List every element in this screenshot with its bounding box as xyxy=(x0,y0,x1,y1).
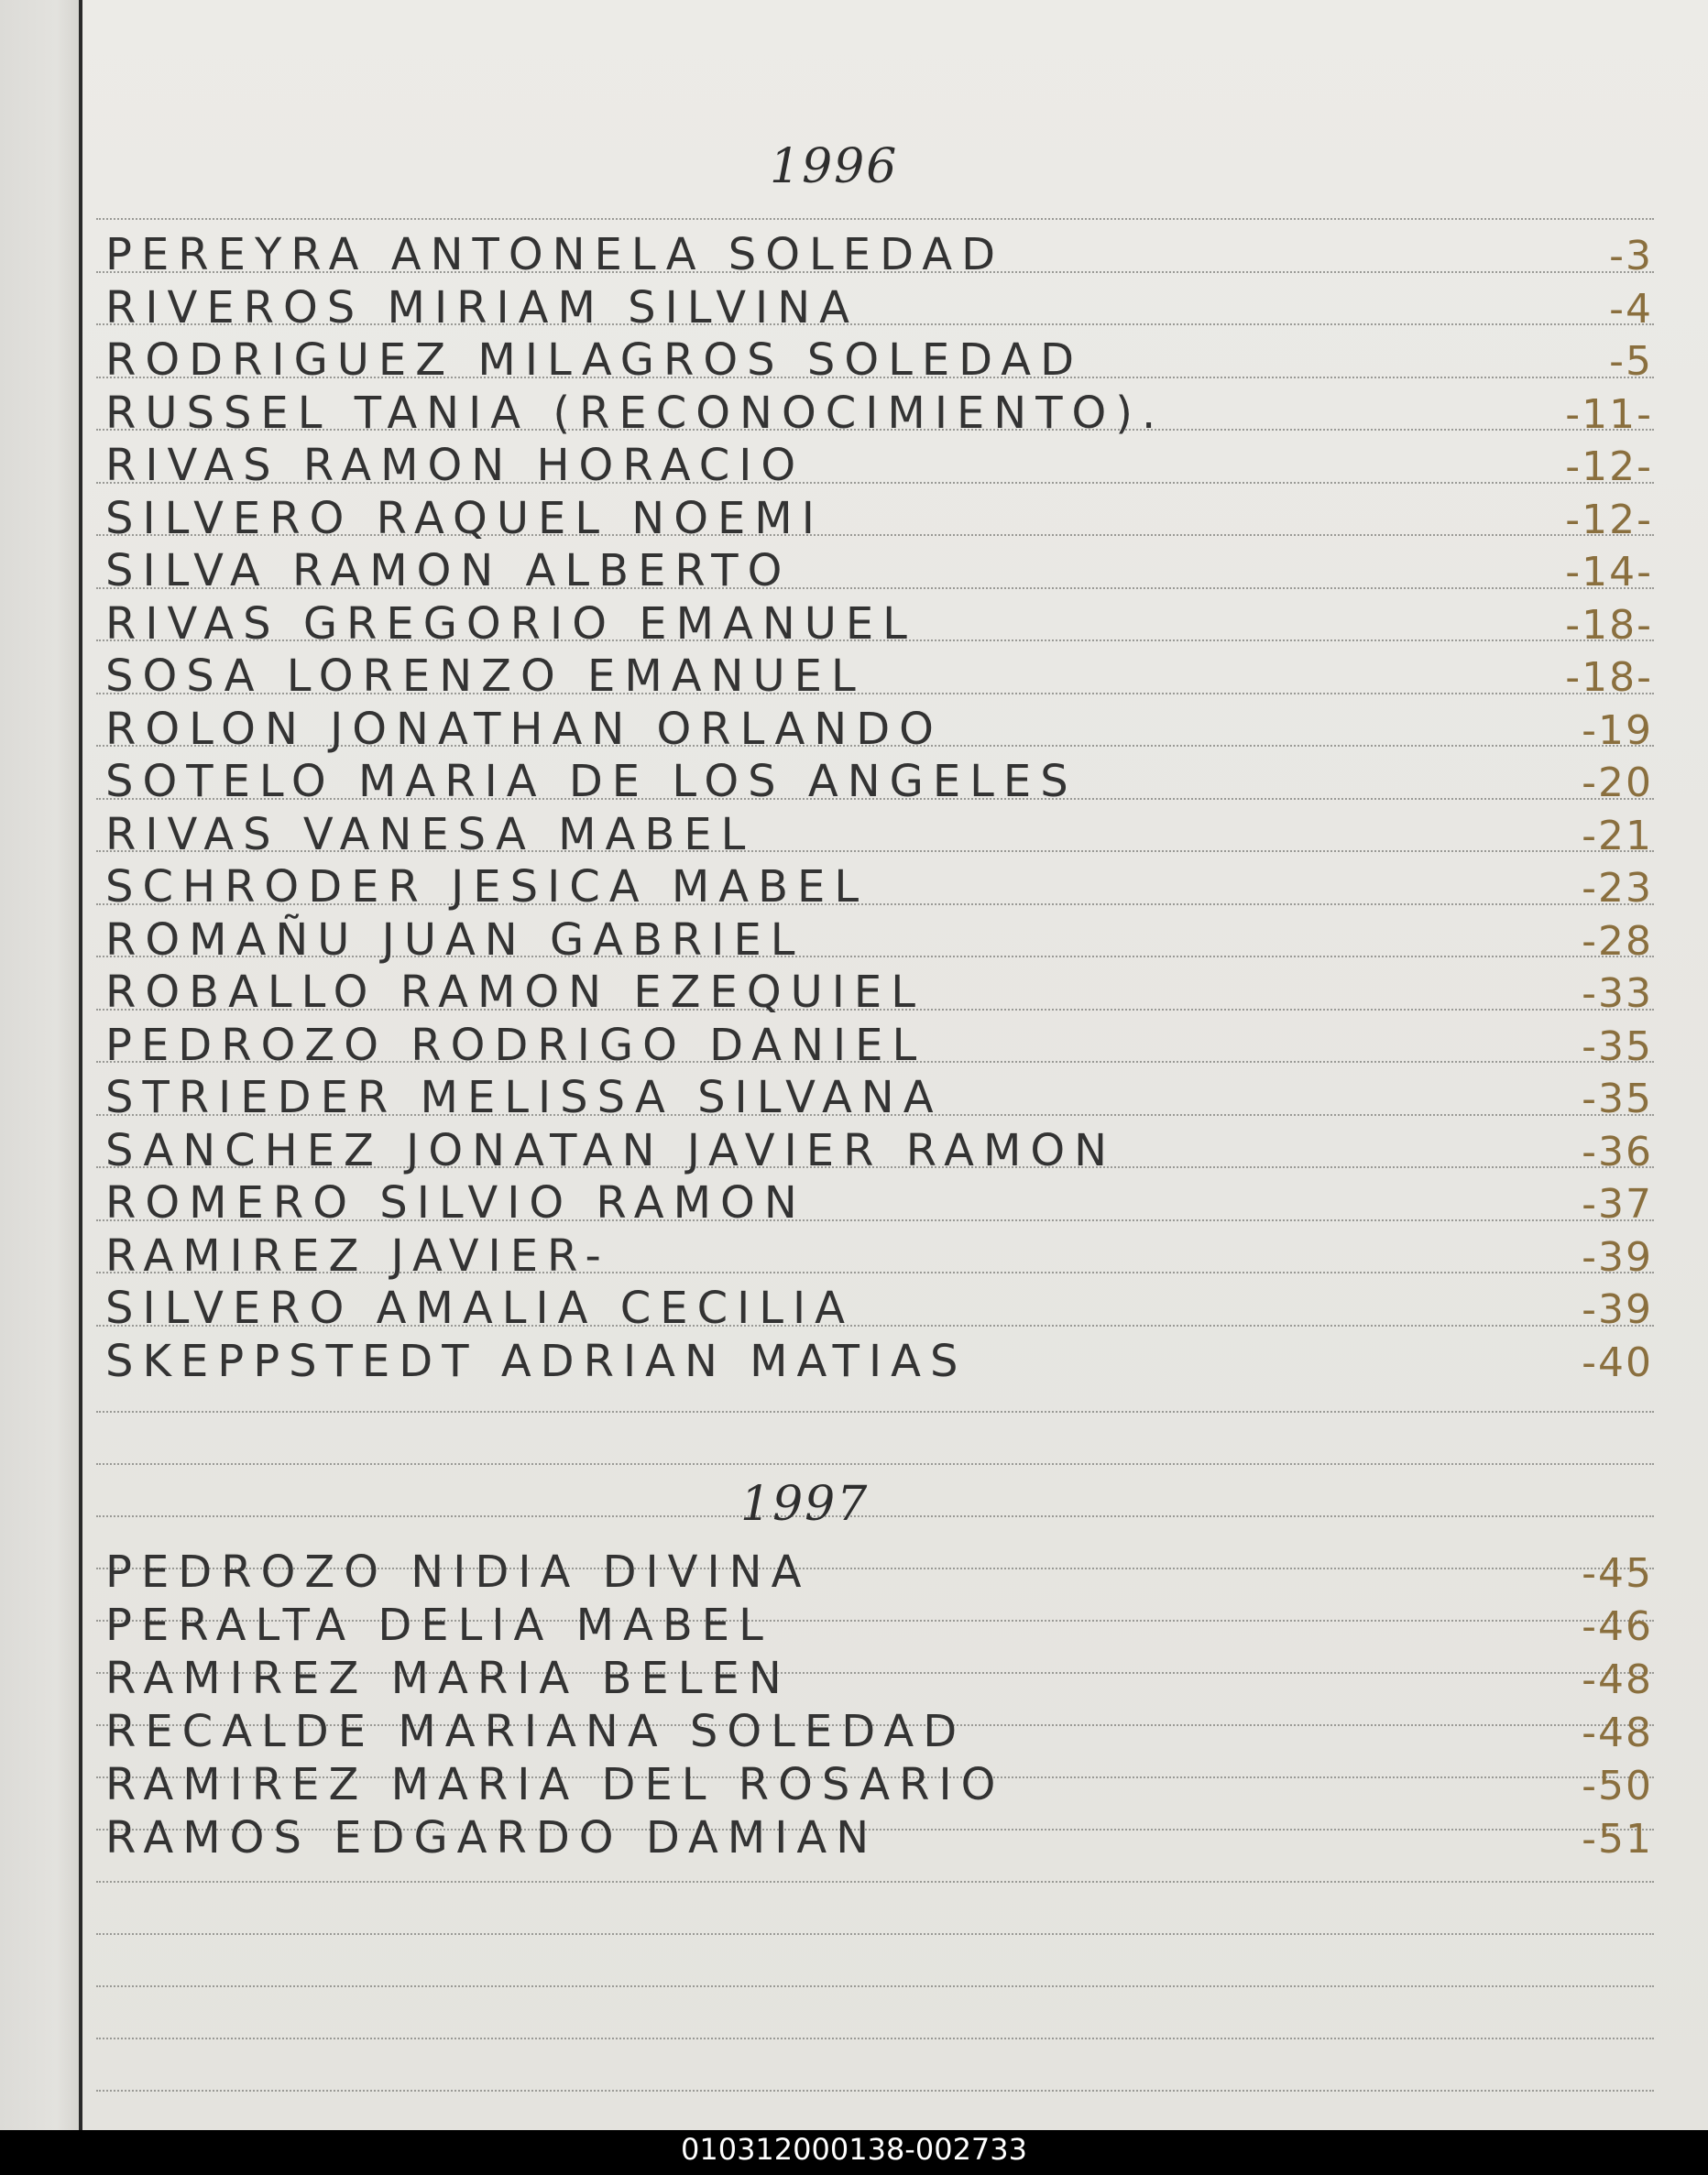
entry-name: ROMERO SILVIO RAMON xyxy=(105,1177,806,1229)
entry-number: -45 xyxy=(1582,1550,1653,1597)
entry-number: -23 xyxy=(1582,865,1653,912)
binding-line xyxy=(79,0,82,2130)
entry-number: -18- xyxy=(1565,601,1653,649)
entry-number: -50 xyxy=(1582,1763,1653,1809)
entry-number: -36 xyxy=(1582,1128,1653,1175)
ruled-line xyxy=(96,2038,1654,2039)
entry-name: ROBALLO RAMON EZEQUIEL xyxy=(105,967,925,1018)
entry-name: SCHRODER JESICA MABEL xyxy=(105,861,869,913)
ruled-line xyxy=(96,1515,1654,1517)
section-year-1997: 1997 xyxy=(740,1477,870,1532)
footer-stamp-text: 010312000138-002733 xyxy=(680,2132,1027,2167)
ruled-line xyxy=(96,2090,1654,2092)
entry-name: RIVAS GREGORIO EMANUEL xyxy=(105,597,916,650)
entry-name: RODRIGUEZ MILAGROS SOLEDAD xyxy=(105,334,1084,386)
ruled-line xyxy=(96,1411,1654,1413)
entry-name: PEDROZO RODRIGO DANIEL xyxy=(105,1019,926,1071)
entry-name: RAMIREZ MARIA BELEN xyxy=(105,1653,791,1704)
entry-number: -21 xyxy=(1582,812,1653,859)
entry-name: PEDROZO NIDIA DIVINA xyxy=(105,1547,811,1598)
entry-number: -39 xyxy=(1582,1233,1653,1281)
entry-number: -14- xyxy=(1565,549,1653,596)
entry-name: RIVAS RAMON HORACIO xyxy=(105,440,805,491)
entry-number: -48 xyxy=(1582,1710,1653,1756)
entry-number: -37 xyxy=(1582,1181,1653,1228)
ruled-line xyxy=(96,1933,1654,1935)
entry-number: -20 xyxy=(1582,760,1653,806)
entry-name: SILVERO RAQUEL NOEMI xyxy=(105,492,824,544)
entry-number: -35 xyxy=(1582,1022,1653,1070)
entry-name: SOSA LORENZO EMANUEL xyxy=(105,650,865,702)
entry-number: -19 xyxy=(1582,706,1653,754)
entry-name: RAMIREZ MARIA DEL ROSARIO xyxy=(105,1759,1005,1810)
section-year-1996: 1996 xyxy=(770,139,899,194)
entry-number: -35 xyxy=(1582,1076,1653,1122)
ruled-line xyxy=(96,218,1654,220)
entry-name: STRIEDER MELISSA SILVANA xyxy=(105,1072,943,1123)
entry-number: -40 xyxy=(1582,1339,1653,1386)
entry-name: SKEPPSTEDT ADRIAN MATIAS xyxy=(105,1335,968,1387)
entry-name: PEREYRA ANTONELA SOLEDAD xyxy=(105,229,1005,280)
ruled-line xyxy=(96,1985,1654,1987)
entry-name: PERALTA DELIA MABEL xyxy=(105,1600,772,1651)
entry-name: ROMAÑU JUAN GABRIEL xyxy=(105,913,805,966)
entry-number: -28 xyxy=(1582,917,1653,965)
entry-name: RAMIREZ JAVIER- xyxy=(105,1230,610,1282)
entry-name: SILVERO AMALIA CECILIA xyxy=(105,1283,854,1334)
entry-number: -18- xyxy=(1565,654,1653,701)
entry-number: -3 xyxy=(1609,233,1653,279)
ruled-line xyxy=(96,1881,1654,1883)
entry-number: -12- xyxy=(1565,496,1653,543)
entry-name: SILVA RAMON ALBERTO xyxy=(105,545,792,596)
entry-number: -51 xyxy=(1582,1816,1653,1863)
entry-name: RAMOS EDGARDO DAMIAN xyxy=(105,1812,879,1864)
entry-number: -12- xyxy=(1565,443,1653,490)
entry-number: -4 xyxy=(1609,285,1653,333)
entry-name: RECALDE MARIANA SOLEDAD xyxy=(105,1706,967,1757)
binding-margin xyxy=(0,0,81,2130)
entry-number: -33 xyxy=(1582,970,1653,1017)
entry-number: -11- xyxy=(1565,390,1653,438)
entry-number: -5 xyxy=(1609,338,1653,385)
entry-name: RUSSEL TANIA (RECONOCIMIENTO). xyxy=(105,387,1166,439)
entry-name: SANCHEZ JONATAN JAVIER RAMON xyxy=(105,1124,1117,1176)
entry-name: RIVEROS MIRIAM SILVINA xyxy=(105,281,859,333)
entry-number: -39 xyxy=(1582,1286,1653,1333)
entry-name: RIVAS VANESA MABEL xyxy=(105,808,755,860)
entry-name: SOTELO MARIA DE LOS ANGELES xyxy=(105,756,1078,807)
entry-number: -46 xyxy=(1582,1603,1653,1650)
entry-name: ROLON JONATHAN ORLANDO xyxy=(105,703,943,755)
entry-number: -48 xyxy=(1582,1656,1653,1703)
ruled-line xyxy=(96,1463,1654,1465)
